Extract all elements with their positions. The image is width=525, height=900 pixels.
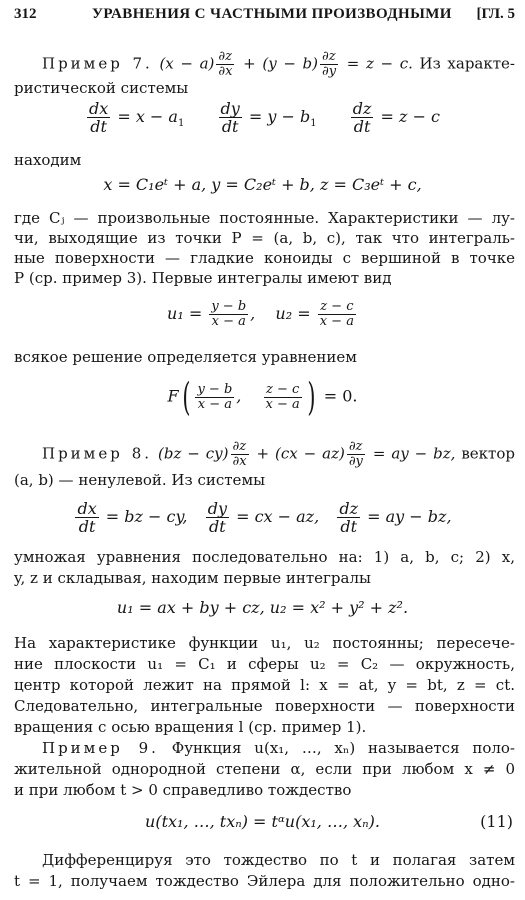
running-title: УРАВНЕНИЯ С ЧАСТНЫМИ ПРОИЗВОДНЫМИ bbox=[92, 6, 452, 22]
characteristic-line-5: вращения с осью вращения l (ср. пример 1). bbox=[14, 718, 367, 736]
example-9-line-3: и при любом t > 0 справедливо тождество bbox=[14, 781, 352, 799]
general-solution-7: F( $\frac{y - b}{x - a}$ , $\frac{z - c}{x - a}$ ) = 0. bbox=[167, 375, 358, 419]
equation-number: (11) bbox=[480, 812, 513, 831]
partial-z-y: $\frac{\partial z}{\partial y}$ bbox=[322, 49, 337, 79]
example-7-after: Из характе- bbox=[412, 54, 515, 73]
example-8-label: Пример 8. bbox=[42, 444, 153, 463]
integrals-7: u₁ = $\frac{y - b}{x - a}$ , u₂ = $\frac{z - c}{x - a}$ bbox=[167, 299, 354, 329]
integrals-8: u₁ = ax + by + cz, u₂ = x² + y² + z². bbox=[116, 598, 409, 617]
euler-identity bbox=[0, 812, 525, 831]
page-number: 312 bbox=[14, 6, 37, 22]
paragraph-finding: находим bbox=[14, 151, 82, 169]
solution-7: x = C₁eᵗ + a, y = C₂eᵗ + b, z = C₃eᵗ + c, bbox=[103, 175, 422, 194]
example-8-line2: (a, b) — ненулевой. Из системы bbox=[14, 471, 266, 489]
example-8-intro: Пример 8. (bz − cy) $\frac{\partial z}{\partial x}$ + (cx − az) $\frac{\partial z}{\partial y}$ = ay − bz, вектор bbox=[42, 439, 515, 469]
partial-z-x: $\frac{\partial z}{\partial x}$ bbox=[218, 49, 233, 79]
characteristic-line-1: На характеристике функции u₁, u₂ постоянны; пересече- bbox=[14, 634, 515, 652]
constants-line-2: чи, выходящие из точки P = (a, b, c), так что интеграль- bbox=[14, 229, 515, 247]
paragraph-any-solution: всякое решение определяется уравнением bbox=[14, 348, 357, 366]
characteristic-line-2: ние плоскости u₁ = C₁ и сферы u₂ = C₂ — окружность, bbox=[14, 655, 515, 673]
differentiate-line-1: Дифференцируя это тождество по t и полагая затем bbox=[42, 851, 515, 869]
chapter-marker: [ГЛ. 5 bbox=[476, 6, 515, 22]
constants-line-3: ные поверхности — гладкие коноиды с вершиной в точке bbox=[14, 249, 515, 267]
example-7-intro bbox=[42, 50, 515, 79]
char-system-8: $\frac{dx}{dt}$ = bz − cy, $\frac{dy}{dt}$ = cx − az, $\frac{dz}{dt}$ = ay − bz, bbox=[77, 499, 452, 536]
example-7-line2: ристической системы bbox=[14, 79, 189, 97]
example-7-label: Пример 7. bbox=[42, 54, 153, 73]
multiply-line-2: y, z и складывая, находим первые интегралы bbox=[14, 569, 371, 587]
characteristic-line-4: Следовательно, интегральные поверхности — поверхности bbox=[14, 697, 515, 715]
example-7-eq-c: = z − c. bbox=[340, 54, 413, 73]
example-9-line-1: Пример 9. Функция u(x₁, …, xₙ) называется поло- bbox=[42, 739, 515, 757]
constants-line-4: P (ср. пример 3). Первые интегралы имеют вид bbox=[14, 269, 392, 287]
example-9-label: Пример 9. bbox=[42, 739, 159, 757]
multiply-line-1: умножая уравнения последовательно на: 1) a, b, c; 2) x, bbox=[14, 548, 515, 566]
example-9-line-2: жительной однородной степени α, если при любом x ≠ 0 bbox=[14, 760, 515, 778]
running-header bbox=[14, 6, 515, 28]
example-7-eq-b: + (y − b) bbox=[236, 54, 318, 73]
differentiate-line-2: t = 1, получаем тождество Эйлера для положительно одно- bbox=[14, 872, 515, 890]
char-system-7: $\frac{dx}{dt}$ = $x - a_1$ $\frac{dy}{dt}$ = $y - b_1$ $\frac{dz}{dt}$ = z − c bbox=[88, 99, 441, 136]
constants-line-1: где Cⱼ — произвольные постоянные. Характеристики — лу- bbox=[14, 209, 515, 227]
example-7-eq-a: (x − a) bbox=[152, 54, 215, 73]
euler-identity-formula: u(tx₁, …, txₙ) = tᵅu(x₁, …, xₙ). bbox=[145, 812, 380, 831]
characteristic-line-3: центр которой лежит на прямой l: x = at, y = bt, z = ct. bbox=[14, 676, 515, 694]
